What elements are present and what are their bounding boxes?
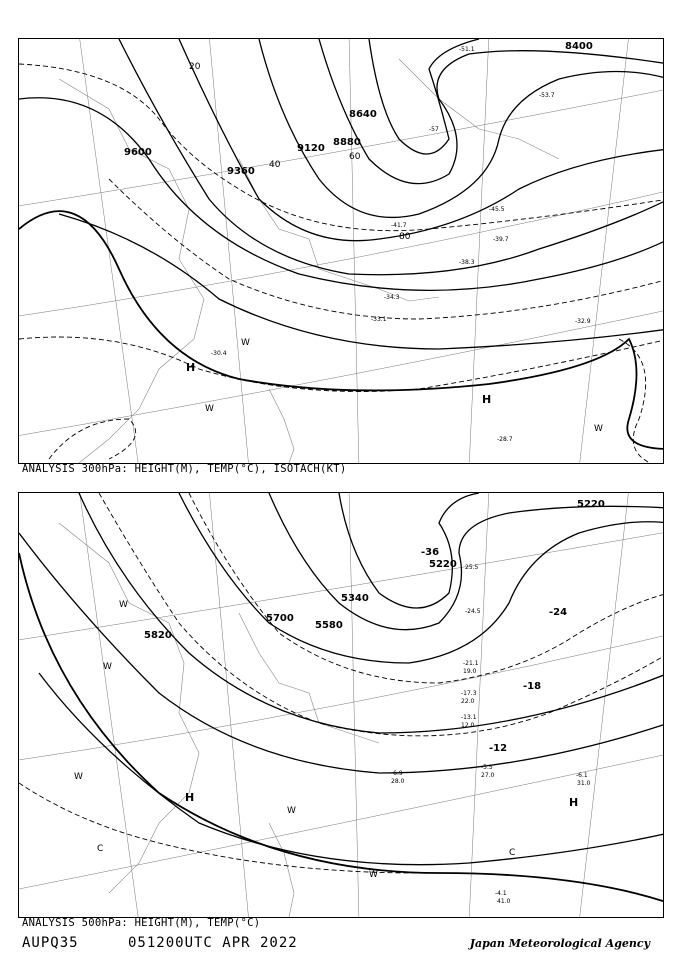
high-pressure-1: H: [185, 791, 195, 804]
station-value-12: 22.0: [461, 698, 475, 705]
station-value-3: -6.1: [576, 772, 588, 779]
height-label-1: 5820: [144, 630, 172, 641]
chart-500hpa: [18, 492, 664, 918]
temp-label-8: -41.7: [391, 222, 407, 229]
temperature-contours: [19, 493, 663, 873]
cold-mark-1: C: [97, 844, 104, 854]
station-value-1: -4.1: [495, 890, 507, 897]
station-value-15: -24.5: [465, 608, 481, 615]
temp-label-11: -53.7: [539, 92, 555, 99]
station-value-2: 41.0: [497, 898, 511, 905]
warm-mark-5: W: [119, 600, 128, 610]
height-label-3: 9120: [297, 143, 325, 154]
caption-500hpa: ANALYSIS 500hPa: HEIGHT(M), TEMP(°C): [22, 917, 261, 929]
temp-label-3: -32.9: [575, 318, 591, 325]
height-label-2: 5700: [266, 613, 294, 624]
station-value-5: -5.5: [481, 764, 493, 771]
isotach-label-4: 80: [399, 232, 411, 242]
agency-name: Japan Meteorological Agency: [469, 937, 650, 950]
temp-label-9: -45.5: [489, 206, 505, 213]
station-value-13: -21.1: [463, 660, 479, 667]
temp-contour-label-4: -36: [421, 547, 440, 558]
warm-mark-1: W: [241, 338, 250, 348]
temp-label-2: -30.4: [211, 350, 227, 357]
height-label-1: 9600: [124, 147, 152, 158]
station-value-8: 28.0: [391, 778, 405, 785]
height-contours: [19, 493, 663, 865]
map-300hpa: [19, 39, 663, 463]
high-pressure-2: H: [569, 796, 579, 809]
height-label-4: 8880: [333, 137, 361, 148]
caption-300hpa: ANALYSIS 300hPa: HEIGHT(M), TEMP(°C), ISOTACH(KT): [22, 463, 347, 475]
warm-mark-1: W: [103, 662, 112, 672]
temp-contour-label-2: -18: [523, 681, 542, 692]
chart-300hpa: [18, 38, 664, 464]
isotach-label-2: 40: [269, 160, 281, 170]
warm-mark-2: W: [205, 404, 214, 414]
height-label-3: 5580: [315, 620, 343, 631]
coastline: [59, 523, 379, 917]
temp-label-5: -34.3: [384, 294, 400, 301]
height-label-4: 5340: [341, 593, 369, 604]
temp-contour-label-1: -12: [489, 743, 508, 754]
warm-mark-2: W: [74, 772, 83, 782]
station-value-11: -17.3: [461, 690, 477, 697]
cold-mark-2: C: [509, 848, 516, 858]
station-value-6: 27.0: [481, 772, 495, 779]
height-label-5: 5220: [429, 559, 457, 570]
station-value-9: -13.1: [461, 714, 477, 721]
height-label-6: 8400: [565, 41, 593, 52]
warm-mark-3: W: [594, 424, 603, 434]
map-500hpa: [19, 493, 663, 917]
isotach-label-1: 20: [189, 62, 201, 72]
station-value-16: 25.5: [465, 564, 479, 571]
height-label-6: 5220: [577, 499, 605, 510]
product-code: AUPQ35: [22, 935, 79, 951]
temp-contour-label-3: -24: [549, 607, 568, 618]
warm-mark-4: W: [369, 870, 378, 880]
temp-label-4: -33.1: [371, 316, 387, 323]
station-value-14: 19.0: [463, 668, 477, 675]
height-label-2: 9360: [227, 166, 255, 177]
warm-mark-3: W: [287, 806, 296, 816]
temp-label-12: -57: [429, 126, 439, 133]
height-label-5: 8640: [349, 109, 377, 120]
high-pressure-2: H: [482, 393, 492, 406]
high-pressure-1: H: [186, 361, 196, 374]
isotach-label-3: 60: [349, 152, 361, 162]
station-value-4: 31.0: [577, 780, 591, 787]
temp-label-7: -39.7: [493, 236, 509, 243]
station-value-7: -6.9: [391, 770, 403, 777]
temp-label-6: -38.3: [459, 259, 475, 266]
valid-time: 051200UTC APR 2022: [128, 935, 298, 951]
temp-label-1: -28.7: [497, 436, 513, 443]
isotach-20: [19, 211, 663, 449]
station-value-10: 12.0: [461, 722, 475, 729]
temp-label-10: -51.1: [459, 46, 475, 53]
